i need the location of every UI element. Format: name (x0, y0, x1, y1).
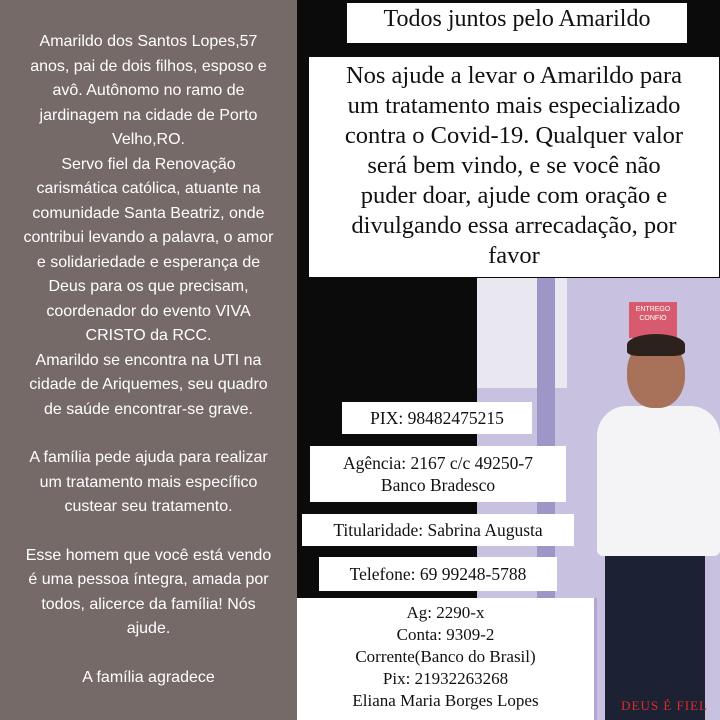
story-line: e solidariedade e esperança de (36, 253, 261, 271)
banco-do-brasil-account (297, 598, 594, 720)
story-line: de saúde encontrar-se grave. (43, 400, 253, 418)
story-line: A família pede ajuda para realizar (29, 449, 268, 466)
story-line: contribui levando a palavra, o amor (23, 229, 274, 246)
right-panel (297, 0, 720, 720)
story-line: Deus para os que precisam, (48, 278, 249, 295)
story-line: comunidade Santa Beatriz, onde (32, 204, 265, 222)
spacer (5, 520, 292, 544)
spacer (5, 642, 292, 666)
story-text (0, 30, 297, 690)
story-line: Velho,RO. (112, 131, 185, 148)
story-line: ajude. (126, 620, 171, 637)
phone-number: Telefone: 69 99248-5788 (319, 557, 557, 591)
story-line: custear seu tratamento. (64, 498, 233, 515)
poster-sign: ENTREGO CONFIO (629, 302, 677, 338)
person-pants (605, 548, 705, 720)
plea-line: contra o Covid-19. Qualquer valor (344, 122, 684, 149)
story-line: carismática católica, atuante na (36, 180, 261, 197)
story-line: CRISTO da RCC. (85, 327, 212, 344)
bradesco-account (310, 446, 566, 502)
plea-line: puder doar, ajude com oração e (360, 182, 668, 209)
story-line: cidade de Ariquemes, seu quadro (29, 376, 268, 393)
left-panel (0, 0, 297, 720)
person-hair (627, 334, 685, 356)
signature-text: DEUS É FIEL (621, 698, 708, 713)
bb-account: Conta: 9309-2 (396, 625, 495, 644)
bank-name: Banco Bradesco (380, 475, 496, 495)
bb-pix: Pix: 21932263268 (382, 669, 509, 688)
story-line: Esse homem que você está vendo (25, 546, 272, 564)
story-line: um tratamento mais específico (39, 473, 258, 491)
story-line: Amarildo se encontra na UTI na (35, 351, 262, 369)
plea-line: um tratamento mais especializado (347, 92, 681, 119)
story-line: jardinagem na cidade de Porto (39, 106, 258, 124)
pix-key: PIX: 98482475215 (342, 402, 532, 434)
story-line: é uma pessoa íntegra, amada por (28, 571, 269, 588)
plea-line: divulgando essa arrecadação, por (351, 212, 677, 239)
story-line: Servo fiel da Renovação (61, 155, 236, 173)
plea-line: será bem vindo, e se você não (367, 152, 661, 179)
plea-line: Nos ajude a levar o Amarildo para (345, 62, 683, 89)
spacer (5, 422, 292, 446)
person-shirt (597, 406, 720, 556)
bb-bank: Corrente(Banco do Brasil) (355, 647, 536, 666)
agencia-line: Agência: 2167 c/c 49250-7 (342, 453, 533, 473)
bb-holder: Eliana Maria Borges Lopes (352, 691, 539, 710)
plea-line: favor (488, 242, 540, 269)
account-holder: Titularidade: Sabrina Augusta (302, 514, 574, 546)
plea-box (309, 57, 719, 277)
story-line: coordenador do evento VIVA (46, 302, 251, 320)
closing-line: A família agradece (82, 668, 215, 686)
campaign-title: Todos juntos pelo Amarildo (347, 3, 687, 43)
story-line: avô. Autônomo no ramo de (52, 82, 245, 99)
story-line: anos, pai de dois filhos, esposo e (30, 57, 267, 75)
story-line: todos, alicerce da família! Nós (41, 595, 256, 613)
story-line: Amarildo dos Santos Lopes,57 (39, 33, 258, 50)
bb-agency: Ag: 2290-x (406, 603, 485, 622)
